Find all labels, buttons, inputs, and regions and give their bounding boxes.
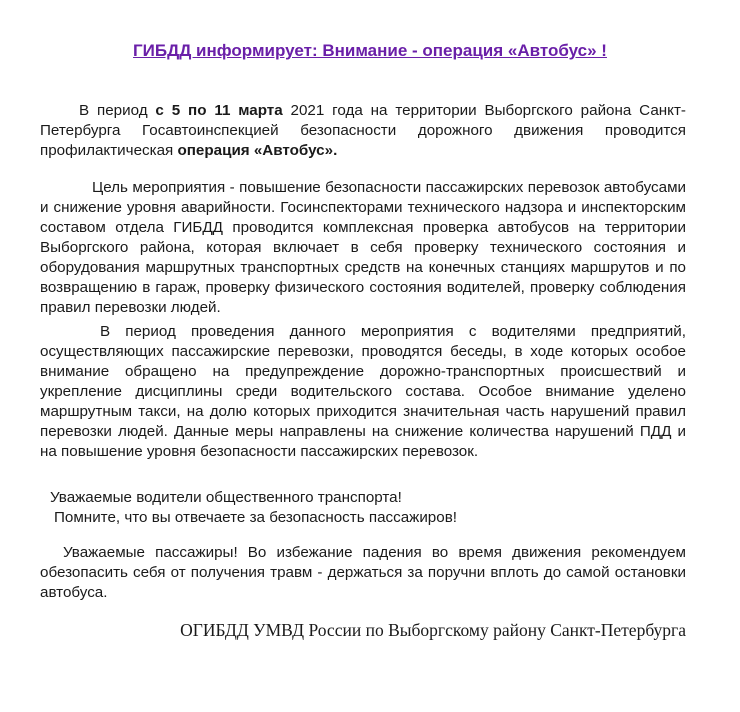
intro-text-before: В период [79,102,156,119]
signature: ОГИБДД УМВД России по Выборгскому району Санкт-Петербурга [180,620,686,640]
goal-paragraph: Цель мероприятия - повышение безопасности пассажирских перевозок автобусами и снижение уровня аварийности. Госинспекторами технического надзора и инспекторским составом отдела ГИБДД проводится комплексная проверка автобусов на территории Выборгского района, которая включает в себя проверку технического состояния и оборудования маршрутных транспортных средств на конечных станциях маршрутов и по возвращению в гараж, проверку физического состояния водителей, проверку соблюдения правил перевозки людей. [40,179,686,316]
drivers-reminder: Помните, что вы отвечаете за безопасность пассажиров! [54,509,457,526]
passengers-paragraph: Уважаемые пассажиры! Во избежание падения во время движения рекомендуем обезопасить себя от получения травм - держаться за поручни вплоть до самой остановки автобуса. [40,544,686,601]
drivers-greeting: Уважаемые водители общественного транспорта! [50,489,402,506]
operation-name: операция «Автобус». [177,142,338,159]
page-title: ГИБДД информирует: Внимание - операция «Автобус» ! [133,41,607,60]
conduct-paragraph: В период проведения данного мероприятия с водителями предприятий, осуществляющих пассажирские перевозки, проводятся беседы, в ходе которых особое внимание обращено на предупреждение дорожно-транспортных происшествий и укрепление дисциплины среди водительского состава. Особое внимание уделено маршрутным такси, на долю которых приходится значительная часть нарушений правил перевозки людей. Данные меры направлены на снижение количества нарушений ПДД и на повышение уровня безопасности пассажирских перевозок. [40,323,686,460]
intro-paragraph [40,101,686,161]
intro-text-middle: 2021 года на территории Выборгского района Санкт-Петербурга Госавтоинспекцией безопасности дорожного движения проводится профилактическая [40,102,686,159]
operation-dates: с 5 по 11 марта [155,102,283,119]
